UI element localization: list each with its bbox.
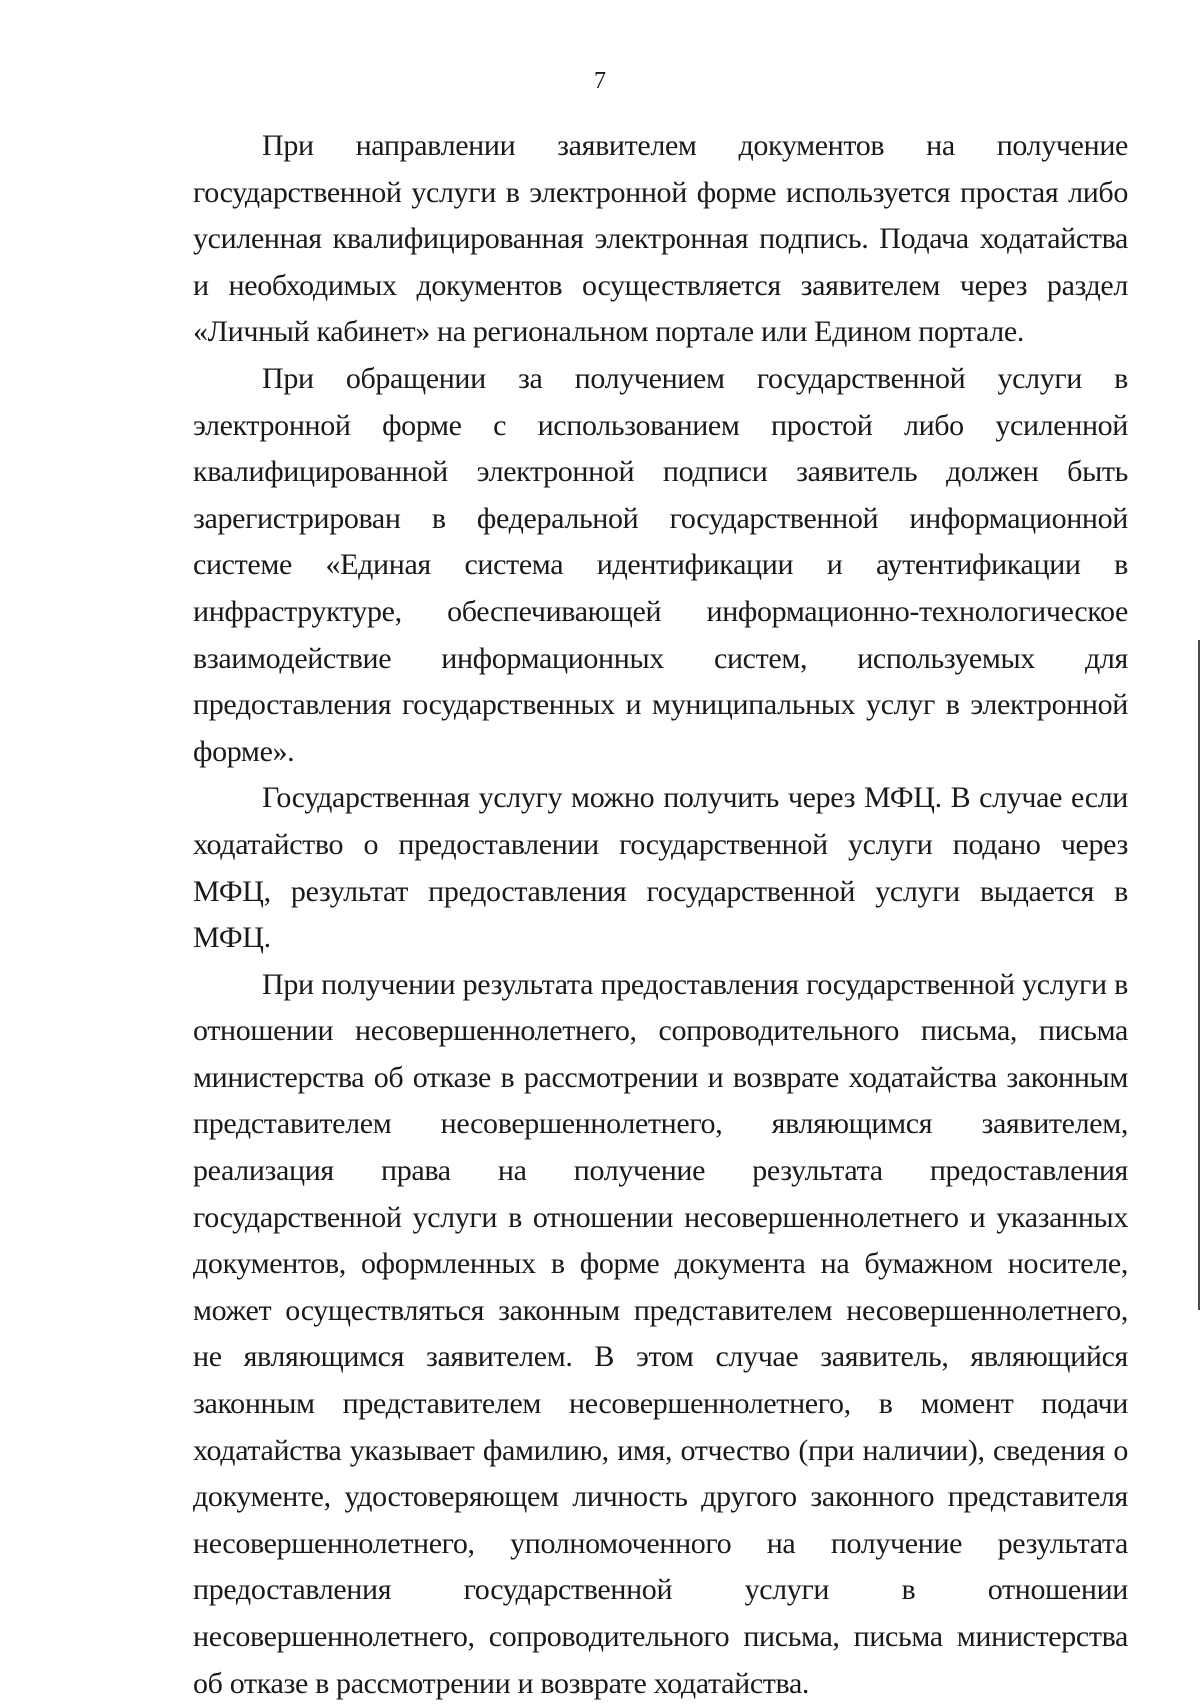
paragraph-electronic-signature: При направлении заявителем документов на получение государственной услуги в электронной форме используется простая либо усиленная квалифицированная электронная подпись. Подача ходатайства и необходимых документов осуществляется заявителем через раздел «Личный кабинет» на региональном портале или Едином портале. [193,129,1128,349]
paragraph-legal-representative: При получении результата предоставления государственной услуги в отношении несовершеннолетнего, сопроводительного письма, письма министерства об отказе в рассмотрении и возврате ходатайства законным представителем несовершеннолетнего, являющимся заявителем, реализация права на получение результата предоставления государственной услуги в отношении несовершеннолетнего и указанных документов, оформленных в форме документа на бумажном носителе, может осуществляться законным представителем несовершеннолетнего, не являющимся заявителем. В этом случае заявитель, являющийся законным представителем несовершеннолетнего, в момент подачи ходатайства указывает фамилию, имя, отчество (при наличии), сведения о документе, удостоверяющем личность другого законного представителя несовершеннолетнего, уполномоченного на получение результата предоставления государственной услуги в отношении несовершеннолетнего, сопроводительного письма, письма министерства об отказе в рассмотрении и возврате ходатайства. [193,967,1128,1700]
paragraph-mfc: Государственная услугу можно получить через МФЦ. В случае если ходатайство о предоставлении государственной услуги подано через МФЦ, результат предоставления государственной услуги выдается в МФЦ. [193,781,1128,955]
paragraph-esia-registration: При обращении за получением государственной услуги в электронной форме с использованием простой либо усиленной квалифицированной электронной подписи заявитель должен быть зарегистрирован в федеральной государственной информационной системе «Единая система идентификации и аутентификации в инфраструктуре, обеспечивающей информационно-технологическое взаимодействие информационных систем, используемых для предоставления государственных и муниципальных услуг в электронной форме». [193,361,1128,768]
page-number: 7 [594,68,606,94]
document-body [193,123,1128,1707]
